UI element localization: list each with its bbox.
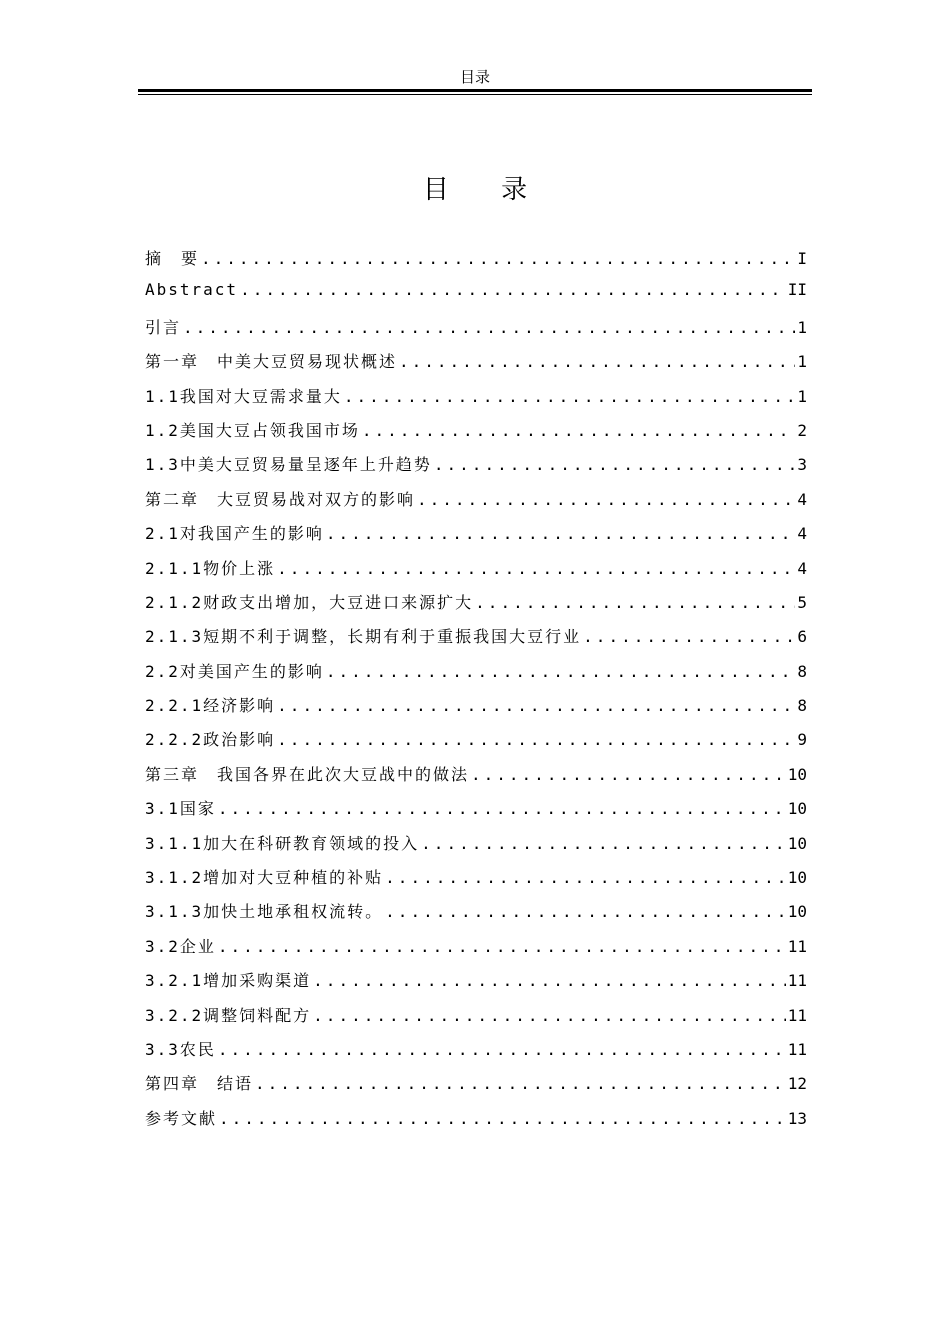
toc-entry-label: 3.1.1加大在科研教育领域的投入 xyxy=(145,833,420,853)
toc-entry-label: 摘 要 xyxy=(145,249,200,268)
toc-dot-leader xyxy=(471,765,786,784)
toc-entry-page-number: 1 xyxy=(797,352,807,372)
toc-entry[interactable] xyxy=(145,556,807,590)
toc-entry[interactable] xyxy=(145,246,807,280)
toc-entry-page-number: 9 xyxy=(797,730,807,750)
toc-entry-label: 2.1对我国产生的影响 xyxy=(145,524,324,544)
toc-dot-leader xyxy=(218,1040,786,1059)
toc-entry-page-number: 4 xyxy=(797,524,807,544)
toc-entry-label: 第三章 我国各界在此次大豆战中的做法 xyxy=(145,764,470,784)
toc-entry[interactable] xyxy=(145,865,807,899)
toc-entry[interactable] xyxy=(145,1037,807,1071)
toc-entry-label: 3.1.2增加对大豆种植的补贴 xyxy=(145,868,384,888)
toc-entry-label: 3.1.3加快土地承租权流转。 xyxy=(145,902,384,922)
toc-entry-page-number: 10 xyxy=(787,868,807,888)
toc-entry-page-number: 1 xyxy=(797,317,807,337)
toc-entry[interactable] xyxy=(145,693,807,727)
toc-entry[interactable] xyxy=(145,1071,807,1105)
toc-dot-leader xyxy=(277,559,795,578)
toc-dot-leader xyxy=(183,318,795,337)
toc-entry[interactable] xyxy=(145,384,807,418)
toc-entry[interactable] xyxy=(145,315,807,349)
table-of-contents xyxy=(145,246,807,1140)
header-rule-thin xyxy=(138,94,812,95)
toc-dot-leader xyxy=(475,593,795,612)
toc-dot-leader xyxy=(583,627,795,646)
toc-entry[interactable] xyxy=(145,831,807,865)
toc-dot-leader xyxy=(277,696,795,715)
toc-dot-leader xyxy=(385,868,786,887)
toc-dot-leader xyxy=(218,937,786,956)
toc-dot-leader xyxy=(313,1006,786,1025)
toc-entry-page-number: 10 xyxy=(787,764,807,784)
toc-entry-label: 3.1国家 xyxy=(145,799,216,819)
toc-entry[interactable] xyxy=(145,280,807,314)
toc-dot-leader xyxy=(219,1109,786,1128)
toc-entry-label: 引言 xyxy=(145,317,182,337)
toc-entry[interactable] xyxy=(145,452,807,486)
toc-entry-page-number: 4 xyxy=(797,558,807,578)
toc-entry[interactable] xyxy=(145,762,807,796)
toc-entry-label: 2.2对美国产生的影响 xyxy=(145,661,324,681)
toc-entry[interactable] xyxy=(145,727,807,761)
toc-dot-leader xyxy=(434,455,795,474)
toc-dot-leader xyxy=(201,249,795,268)
toc-entry-label: 参考文献 xyxy=(145,1108,218,1128)
toc-entry[interactable] xyxy=(145,349,807,383)
toc-dot-leader xyxy=(344,387,795,406)
toc-entry[interactable] xyxy=(145,487,807,521)
toc-entry-label: 2.2.2政治影响 xyxy=(145,730,276,750)
toc-dot-leader xyxy=(218,799,786,818)
toc-entry-page-number: 11 xyxy=(787,1005,807,1025)
toc-entry[interactable] xyxy=(145,624,807,658)
toc-entry-page-number: 11 xyxy=(787,936,807,956)
toc-entry-page-number: 2 xyxy=(797,420,807,440)
toc-entry-page-number: 4 xyxy=(797,489,807,509)
page-title: 目 录 xyxy=(422,175,550,205)
toc-entry-page-number: 8 xyxy=(797,696,807,716)
toc-entry[interactable] xyxy=(145,418,807,452)
toc-dot-leader xyxy=(362,421,795,440)
toc-dot-leader xyxy=(255,1074,786,1093)
toc-entry-page-number: 3 xyxy=(797,455,807,475)
toc-entry[interactable] xyxy=(145,796,807,830)
toc-dot-leader xyxy=(277,730,795,749)
toc-entry-page-number: 13 xyxy=(787,1108,807,1128)
toc-entry-page-number: I xyxy=(797,249,807,268)
toc-dot-leader xyxy=(326,524,795,543)
header-rule-thick xyxy=(138,89,812,92)
toc-entry-label: 1.3中美大豆贸易量呈逐年上升趋势 xyxy=(145,455,432,475)
toc-entry[interactable] xyxy=(145,968,807,1002)
toc-entry-label: 第二章 大豆贸易战对双方的影响 xyxy=(145,489,416,509)
toc-entry-label: 3.2.2调整饲料配方 xyxy=(145,1005,312,1025)
toc-dot-leader xyxy=(240,280,786,299)
toc-entry[interactable] xyxy=(145,590,807,624)
toc-entry[interactable] xyxy=(145,1106,807,1140)
toc-entry[interactable] xyxy=(145,899,807,933)
toc-entry-label: 2.2.1经济影响 xyxy=(145,696,276,716)
toc-entry-page-number: 10 xyxy=(787,799,807,819)
toc-entry-page-number: 5 xyxy=(797,592,807,612)
toc-entry-label: 第四章 结语 xyxy=(145,1074,254,1094)
toc-entry[interactable] xyxy=(145,1003,807,1037)
toc-entry-label: 1.1我国对大豆需求量大 xyxy=(145,386,342,406)
toc-entry-page-number: 1 xyxy=(797,386,807,406)
toc-entry[interactable] xyxy=(145,934,807,968)
toc-entry-page-number: 6 xyxy=(797,627,807,647)
toc-entry-page-number: 8 xyxy=(797,661,807,681)
toc-entry-label: 2.1.2财政支出增加，大豆进口来源扩大 xyxy=(145,592,474,612)
toc-dot-leader xyxy=(399,352,795,371)
toc-entry-label: 第一章 中美大豆贸易现状概述 xyxy=(145,352,398,372)
toc-entry-label: 3.2.1增加采购渠道 xyxy=(145,971,312,991)
toc-entry-page-number: 10 xyxy=(787,833,807,853)
toc-dot-leader xyxy=(421,834,786,853)
running-header: 目录 xyxy=(459,68,490,86)
toc-entry-page-number: 11 xyxy=(787,1039,807,1059)
toc-entry[interactable] xyxy=(145,521,807,555)
toc-entry-label: 3.2企业 xyxy=(145,936,216,956)
toc-entry-page-number: 12 xyxy=(787,1074,807,1094)
toc-entry[interactable] xyxy=(145,659,807,693)
toc-dot-leader xyxy=(313,971,786,990)
toc-dot-leader xyxy=(417,490,795,509)
toc-dot-leader xyxy=(385,902,786,921)
toc-entry-page-number: 10 xyxy=(787,902,807,922)
toc-entry-label: 3.3农民 xyxy=(145,1039,216,1059)
toc-entry-page-number: 11 xyxy=(787,971,807,991)
toc-entry-label: 1.2美国大豆占领我国市场 xyxy=(145,420,360,440)
toc-entry-label: 2.1.3短期不利于调整，长期有利于重振我国大豆行业 xyxy=(145,627,582,647)
toc-dot-leader xyxy=(326,662,795,681)
toc-entry-label: 2.1.1物价上涨 xyxy=(145,558,276,578)
toc-entry-page-number: II xyxy=(787,280,807,300)
toc-entry-label: Abstract xyxy=(145,280,239,300)
